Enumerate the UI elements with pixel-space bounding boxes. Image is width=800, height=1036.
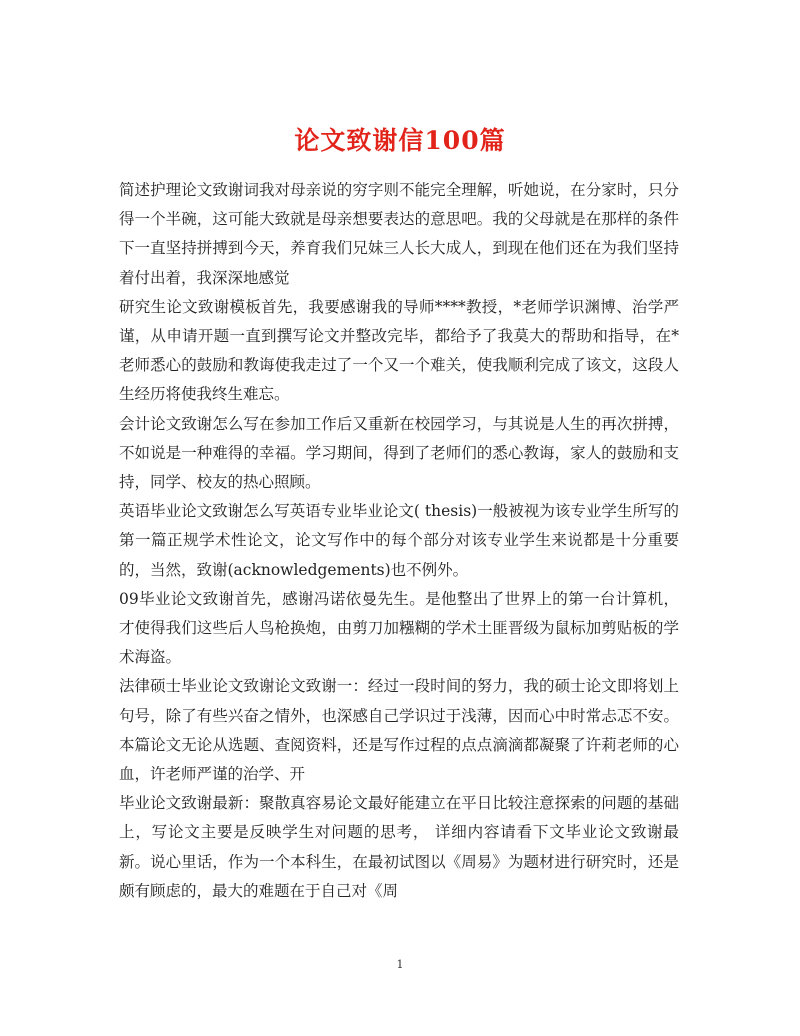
paragraph-english-thesis: 英语毕业论文致谢怎么写英语专业毕业论文( thesis)一般被视为该专业学生所写的第一篇正规学术性论文，论文写作中的每个部分对该专业学生来说都是十分重要的，当然，致谢(acknowledgements)也不例外。 — [119, 502, 679, 579]
paragraph-latest-thanks: 毕业论文致谢最新：聚散真容易论文最好能建立在平日比较注意探索的问题的基础上，写论文主要是反映学生对问题的思考， 详细内容请看下文毕业论文致谢最新。说心里话，作为一个本科生，在最初试图以《周易》为题材进行研究时，还是颇有顾虑的，最大的难题在于自己对《周 — [119, 794, 679, 900]
paragraph-nursing-thanks: 简述护理论文致谢词我对母亲说的穷字则不能完全理解，听她说，在分家时，只分得一个半碗，这可能大致就是母亲想要表达的意思吧。我的父母就是在那样的条件下一直坚持拼搏到今天，养育我们兄妹三人长大成人，到现在他们还在为我们坚持着付出着，我深深地感觉 — [119, 181, 679, 287]
paragraph-graduate-template: 研究生论文致谢模板首先，我要感谢我的导师****教授，*老师学识渊博、治学严谨，从申请开题一直到撰写论文并整改完毕，都给予了我莫大的帮助和指导，在*老师悉心的鼓励和教诲使我走过了一个又一个难关，使我顺利完成了该文，这段人生经历将使我终生难忘。 — [119, 297, 679, 404]
paragraph-law-master: 法律硕士毕业论文致谢论文致谢一：经过一段时间的努力，我的硕士论文即将划上句号，除了有些兴奋之情外，也深感自己学识过于浅薄，因而心中时常忐忑不安。本篇论文无论从选题、查阅资料，还是写作过程的点点滴滴都凝聚了许莉老师的心血，许老师严谨的治学、开 — [119, 677, 679, 784]
paragraph-accounting-thanks: 会计论文致谢怎么写在参加工作后又重新在校园学习，与其说是人生的再次拼搏，不如说是一种难得的幸福。学习期间，得到了老师们的悉心教诲，家人的鼓励和支持，同学、校友的热心照顾。 — [119, 414, 679, 492]
document-title: 论文致谢信100篇 — [294, 125, 506, 155]
paragraph-09-graduation: 09毕业论文致谢首先，感谢冯诺依曼先生。是他整出了世界上的第一台计算机，才使得我们这些后人鸟枪换炮，由剪刀加糨糊的学术土匪晋级为鼠标加剪贴板的学术海盗。 — [119, 589, 679, 667]
document-body — [119, 176, 679, 906]
page-number: 1 — [396, 958, 404, 971]
